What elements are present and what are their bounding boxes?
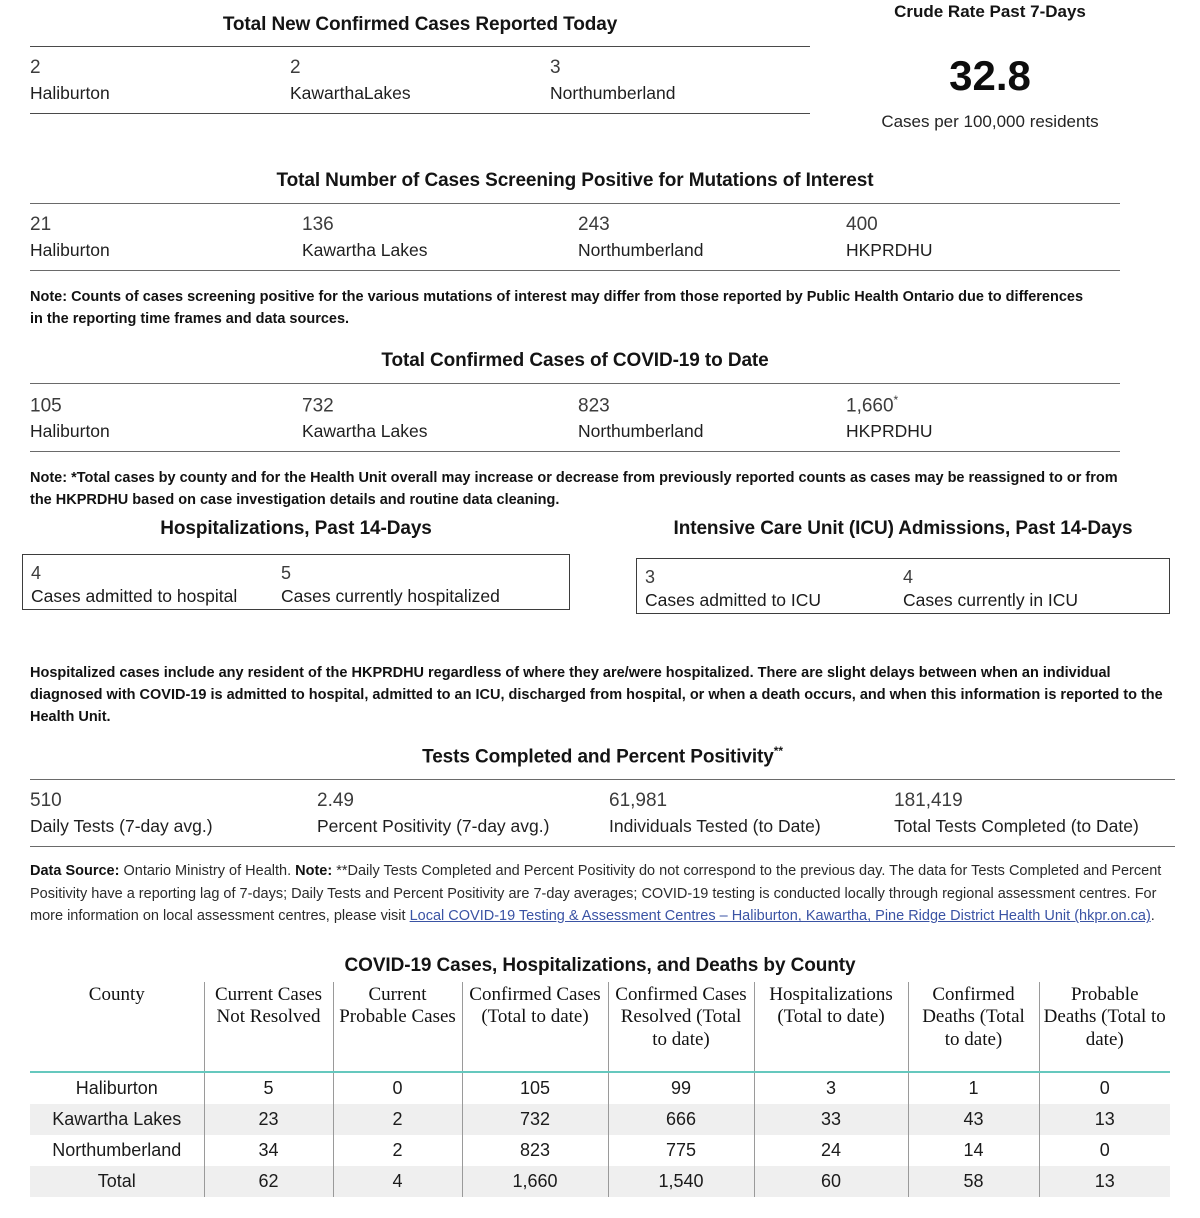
kpi-value: 2 xyxy=(30,57,41,78)
icu-admitted-value: 3 xyxy=(645,567,656,587)
kpi-value: 400 xyxy=(846,214,878,235)
kpi-label: Haliburton xyxy=(30,239,110,260)
mutations-bottom-rule xyxy=(30,270,1120,271)
note-tail: . xyxy=(1150,908,1155,925)
cell-confirmed: 732 xyxy=(462,1104,608,1135)
kpi-label: HKPRDHU xyxy=(846,239,933,260)
kpi-northumberland-new xyxy=(550,55,810,105)
cell-not-resolved: 23 xyxy=(204,1104,333,1135)
kpi-value: 243 xyxy=(578,214,610,235)
new-cases-bottom-rule xyxy=(30,113,810,114)
cell-deaths: 43 xyxy=(908,1104,1039,1135)
kpi-value: 1,660* xyxy=(846,393,899,417)
tests-title-superscript: ** xyxy=(773,744,783,758)
kpi-label: Northumberland xyxy=(578,420,704,441)
icu-box xyxy=(636,558,1170,614)
new-cases-title: Total New Confirmed Cases Reported Today xyxy=(222,14,618,35)
kpi-value: 21 xyxy=(30,214,52,235)
kpi-label: Total Tests Completed (to Date) xyxy=(894,815,1139,836)
icu-current-value: 4 xyxy=(903,567,914,587)
column-header-current-probable-cases[interactable]: Current Probable Cases xyxy=(333,982,462,1072)
cell-probable-deaths: 0 xyxy=(1039,1135,1170,1166)
kpi-label: HKPRDHU xyxy=(846,420,933,441)
note-text: **Daily Tests Completed and Percent Positivity do not correspond to the previous day. The data for Tests Completed and Percent Positivity have a reporting lag of 7-days; Daily Tests and Percent Positivity are 7-day averages; COVID-19 testing is conducted locally through regional assessment centres. For more information on local assessment centres, please visit xyxy=(30,863,1162,925)
cell-not-resolved: 5 xyxy=(204,1072,333,1104)
mutations-section xyxy=(30,170,1120,331)
total-cases-values xyxy=(30,384,1120,451)
column-header-county[interactable]: County xyxy=(30,982,204,1072)
hosp-current-cell xyxy=(273,561,563,607)
kpi-value: 61,981 xyxy=(609,790,668,812)
cell-probable: 2 xyxy=(333,1104,462,1135)
tests-data-source-note xyxy=(30,860,1175,927)
kpi-individuals-tested xyxy=(609,788,894,838)
kpi-hkprdhu-mut xyxy=(846,212,1106,262)
kpi-label: KawarthaLakes xyxy=(290,82,411,103)
table-header-row xyxy=(30,982,1170,1072)
tests-bottom-rule xyxy=(30,846,1175,847)
icu-admitted-cell xyxy=(637,565,895,611)
icu-section xyxy=(636,518,1170,614)
kpi-value: 105 xyxy=(30,395,62,417)
hosp-admitted-cell xyxy=(23,561,273,607)
column-header-confirmed-deaths-total[interactable]: Confirmed Deaths (Total to date) xyxy=(908,982,1039,1072)
county-table xyxy=(30,982,1170,1197)
tests-values xyxy=(30,780,1175,846)
cell-hospitalizations: 33 xyxy=(754,1104,908,1135)
kpi-hkprdhu-total xyxy=(846,392,1106,443)
cell-county: Haliburton xyxy=(30,1072,204,1104)
kpi-value: 136 xyxy=(302,214,334,235)
total-cases-bottom-rule xyxy=(30,451,1120,452)
kpi-label: Haliburton xyxy=(30,82,110,103)
kpi-label: Kawartha Lakes xyxy=(302,420,428,441)
cell-resolved: 1,540 xyxy=(608,1166,754,1197)
kpi-label: Daily Tests (7-day avg.) xyxy=(30,815,213,836)
cell-county: Northumberland xyxy=(30,1135,204,1166)
cell-deaths: 1 xyxy=(908,1072,1039,1104)
kpi-percent-positivity xyxy=(317,788,609,838)
kpi-label: Percent Positivity (7-day avg.) xyxy=(317,815,550,836)
new-cases-section xyxy=(30,14,810,114)
hospitalizations-section xyxy=(22,518,570,610)
kpi-kawartha-total xyxy=(302,392,578,443)
hospitalization-note: Hospitalized cases include any resident of the HKPRDHU regardless of where they are/were hospitalized. There are slight delays between when an individual diagnosed with COVID-19 is admitted to hospital, admitted to an ICU, discharged from hospital, or when a death occurs, and when this information is reported to the Health Unit. xyxy=(30,665,1163,725)
hosp-current-value: 5 xyxy=(281,563,292,583)
cell-probable-deaths: 0 xyxy=(1039,1072,1170,1104)
cell-not-resolved: 62 xyxy=(204,1166,333,1197)
hosp-current-label: Cases currently hospitalized xyxy=(281,586,500,607)
column-header-confirmed-cases-resolved[interactable]: Confirmed Cases Resolved (Total to date) xyxy=(608,982,754,1072)
total-cases-title: Total Confirmed Cases of COVID-19 to Date xyxy=(381,350,769,371)
kpi-label: Northumberland xyxy=(578,239,704,260)
kpi-value: 2 xyxy=(290,57,301,78)
tests-section xyxy=(30,744,1175,928)
cell-probable: 4 xyxy=(333,1166,462,1197)
kpi-daily-tests xyxy=(30,788,317,838)
cell-confirmed: 1,660 xyxy=(462,1166,608,1197)
cell-probable: 0 xyxy=(333,1072,462,1104)
cell-hospitalizations: 24 xyxy=(754,1135,908,1166)
hospitalizations-title: Hospitalizations, Past 14-Days xyxy=(160,518,432,539)
crude-rate-card xyxy=(855,2,1125,132)
hosp-admitted-label: Cases admitted to hospital xyxy=(31,586,238,607)
kpi-haliburton-mut xyxy=(30,212,302,262)
icu-current-label: Cases currently in ICU xyxy=(903,590,1079,611)
cell-not-resolved: 34 xyxy=(204,1135,333,1166)
cell-hospitalizations: 3 xyxy=(754,1072,908,1104)
kpi-kawartha-mut xyxy=(302,212,578,262)
total-cases-section xyxy=(30,350,1120,512)
assessment-centres-link[interactable]: Local COVID-19 Testing & Assessment Centres – Haliburton, Kawartha, Pine Ridge District Health Unit (hkpr.on.ca) xyxy=(409,908,1151,925)
kpi-haliburton-new xyxy=(30,55,290,105)
table-row[interactable] xyxy=(30,1135,1170,1166)
crude-rate-subtitle: Cases per 100,000 residents xyxy=(881,112,1099,131)
column-header-probable-deaths-total[interactable]: Probable Deaths (Total to date) xyxy=(1039,982,1170,1072)
kpi-label: Haliburton xyxy=(30,420,110,441)
icu-current-cell xyxy=(895,565,1163,611)
note-label: Note: xyxy=(295,863,333,880)
cell-deaths: 58 xyxy=(908,1166,1039,1197)
cell-deaths: 14 xyxy=(908,1135,1039,1166)
kpi-superscript: * xyxy=(893,393,899,407)
kpi-label: Individuals Tested (to Date) xyxy=(609,815,821,836)
table-row[interactable] xyxy=(30,1104,1170,1135)
kpi-label: Kawartha Lakes xyxy=(302,239,428,260)
column-header-current-cases-not-resolved[interactable]: Current Cases Not Resolved xyxy=(204,982,333,1072)
column-header-hospitalizations-total[interactable]: Hospitalizations (Total to date) xyxy=(754,982,908,1072)
crude-rate-title: Crude Rate Past 7-Days xyxy=(894,2,1086,21)
kpi-value: 732 xyxy=(302,395,334,417)
kpi-value: 823 xyxy=(578,395,610,417)
kpi-value: 3 xyxy=(550,57,561,78)
total-cases-note: Note: *Total cases by county and for the Health Unit overall may increase or decrease from previously reported counts as cases may be reassigned to or from the HKPRDHU based on case investigation details and routine data cleaning. xyxy=(30,470,1118,509)
table-row-total[interactable] xyxy=(30,1166,1170,1197)
county-table-title: COVID-19 Cases, Hospitalizations, and Deaths by County xyxy=(344,955,856,976)
cell-resolved: 775 xyxy=(608,1135,754,1166)
kpi-value: 510 xyxy=(30,790,62,812)
crude-rate-value: 32.8 xyxy=(949,52,1031,99)
kpi-value: 181,419 xyxy=(894,790,963,812)
mutations-values xyxy=(30,204,1120,270)
table-row[interactable] xyxy=(30,1072,1170,1104)
cell-probable: 2 xyxy=(333,1135,462,1166)
icu-admitted-label: Cases admitted to ICU xyxy=(645,590,822,611)
kpi-kawartha-new xyxy=(290,55,550,105)
mutations-note: Note: Counts of cases screening positive for the various mutations of interest may differ from those reported by Public Health Ontario due to differences in the reporting time frames and data sources. xyxy=(30,289,1084,327)
kpi-northumberland-total xyxy=(578,392,846,443)
cell-confirmed: 105 xyxy=(462,1072,608,1104)
cell-resolved: 99 xyxy=(608,1072,754,1104)
column-header-confirmed-cases-total[interactable]: Confirmed Cases (Total to date) xyxy=(462,982,608,1072)
cell-probable-deaths: 13 xyxy=(1039,1166,1170,1197)
cell-hospitalizations: 60 xyxy=(754,1166,908,1197)
cell-county: Kawartha Lakes xyxy=(30,1104,204,1135)
cell-resolved: 666 xyxy=(608,1104,754,1135)
tests-title: Tests Completed and Percent Positivity** xyxy=(422,744,783,768)
cell-probable-deaths: 13 xyxy=(1039,1104,1170,1135)
hospitalizations-box xyxy=(22,554,570,610)
icu-title: Intensive Care Unit (ICU) Admissions, Past 14-Days xyxy=(673,518,1133,539)
data-source-text: Ontario Ministry of Health. xyxy=(119,863,296,880)
kpi-label: Northumberland xyxy=(550,82,676,103)
cell-county: Total xyxy=(30,1166,204,1197)
mutations-title: Total Number of Cases Screening Positive for Mutations of Interest xyxy=(276,170,874,191)
new-cases-values xyxy=(30,47,810,113)
kpi-haliburton-total xyxy=(30,392,302,443)
data-source-label: Data Source: xyxy=(30,863,120,880)
cell-confirmed: 823 xyxy=(462,1135,608,1166)
kpi-total-tests xyxy=(894,788,1175,838)
kpi-northumberland-mut xyxy=(578,212,846,262)
hosp-admitted-value: 4 xyxy=(31,563,42,583)
kpi-value: 2.49 xyxy=(317,790,354,812)
